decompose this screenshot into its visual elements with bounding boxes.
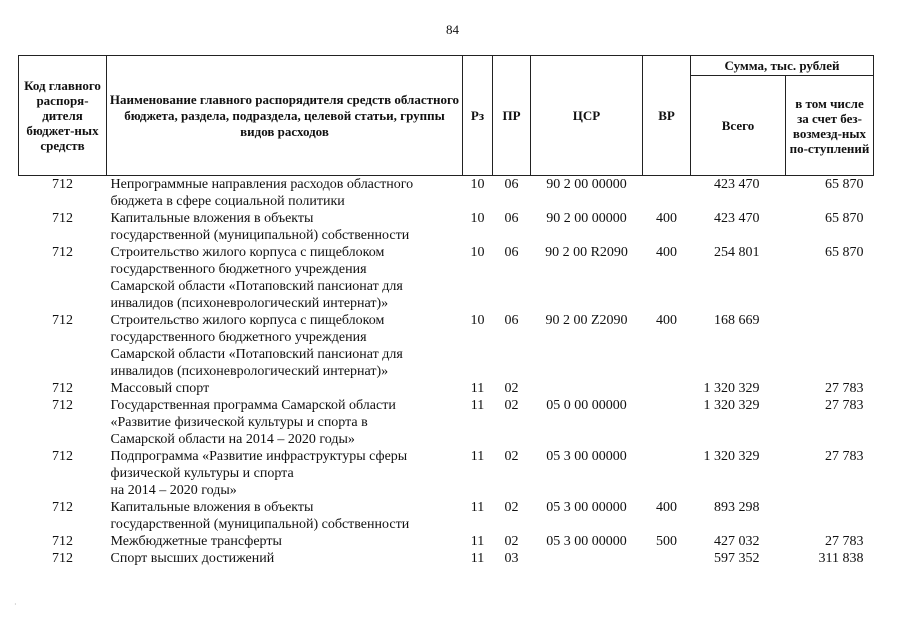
code-cell: 712 xyxy=(52,381,73,396)
free-cell: 65 870 xyxy=(825,177,864,192)
csr-cell: 90 2 00 R2090 xyxy=(545,245,628,260)
free-cell: 27 783 xyxy=(825,534,864,549)
vr-cell: 500 xyxy=(656,534,677,549)
header-vr: ВР xyxy=(643,56,691,176)
name-cell: Подпрограмма «Развитие инфраструктуры сферы физической культуры и спорта на 2014 – 2020 годы» xyxy=(110,449,408,498)
csr-cell: 90 2 00 00000 xyxy=(546,211,627,226)
pr-cell: 06 xyxy=(504,177,519,192)
name-cell: Спорт высших достижений xyxy=(110,551,275,566)
csr-cell xyxy=(531,380,643,397)
rz-cell: 11 xyxy=(470,500,485,515)
total-cell: 423 470 xyxy=(714,211,760,226)
scan-mark: · xyxy=(14,600,17,609)
code-cell: 712 xyxy=(52,313,73,328)
vr-cell xyxy=(643,397,691,448)
table-row xyxy=(19,312,874,380)
name-cell: Непрограммные направления расходов областного бюджета в сфере социальной политики xyxy=(110,177,414,209)
rz-cell: 11 xyxy=(470,449,485,464)
table-row xyxy=(19,176,874,211)
table-row xyxy=(19,533,874,550)
pr-cell: 02 xyxy=(504,398,519,413)
name-cell: Капитальные вложения в объекты государственной (муниципальной) собственности xyxy=(110,500,410,532)
rz-cell: 10 xyxy=(470,177,485,192)
csr-cell: 90 2 00 Z2090 xyxy=(545,313,628,328)
pr-cell: 06 xyxy=(504,211,519,226)
header-code: Код главного распоря-дителя бюджет-ных средств xyxy=(19,56,107,176)
name-cell: Капитальные вложения в объекты государственной (муниципальной) собственности xyxy=(110,211,410,243)
free-cell xyxy=(786,312,874,380)
free-cell: 27 783 xyxy=(825,449,864,464)
rz-cell: 10 xyxy=(470,211,485,226)
header-rz: Рз xyxy=(463,56,493,176)
total-cell: 254 801 xyxy=(714,245,760,260)
table-row xyxy=(19,210,874,244)
vr-cell: 400 xyxy=(656,245,677,260)
free-cell: 27 783 xyxy=(825,381,864,396)
budget-table xyxy=(18,55,874,567)
rz-cell: 11 xyxy=(470,381,485,396)
csr-cell: 05 3 00 00000 xyxy=(546,449,627,464)
vr-cell: 400 xyxy=(656,313,677,328)
pr-cell: 06 xyxy=(504,245,519,260)
csr-cell: 05 3 00 00000 xyxy=(546,534,627,549)
rz-cell: 11 xyxy=(470,551,485,566)
code-cell: 712 xyxy=(52,211,73,226)
code-cell: 712 xyxy=(52,177,73,192)
table-row xyxy=(19,550,874,567)
pr-cell: 02 xyxy=(504,500,519,515)
csr-cell xyxy=(531,550,643,567)
rz-cell: 10 xyxy=(470,313,485,328)
name-cell: Массовый спорт xyxy=(110,381,210,396)
header-pr: ПР xyxy=(493,56,531,176)
name-cell: Межбюджетные трансферты xyxy=(110,534,282,549)
free-cell: 311 838 xyxy=(818,551,864,566)
vr-cell xyxy=(643,380,691,397)
header-free: в том числе за счет без-возмезд-ных по-ступлений xyxy=(786,76,874,176)
csr-cell: 05 0 00 00000 xyxy=(546,398,627,413)
total-cell: 168 669 xyxy=(714,313,760,328)
total-cell: 1 320 329 xyxy=(703,449,760,464)
code-cell: 712 xyxy=(52,534,73,549)
header-total: Всего xyxy=(691,76,786,176)
header-csr: ЦСР xyxy=(531,56,643,176)
code-cell: 712 xyxy=(52,245,73,260)
code-cell: 712 xyxy=(52,398,73,413)
header-sum: Сумма, тыс. рублей xyxy=(691,56,874,76)
vr-cell xyxy=(643,176,691,211)
table-row xyxy=(19,244,874,312)
table-row xyxy=(19,380,874,397)
code-cell: 712 xyxy=(52,551,73,566)
code-cell: 712 xyxy=(52,500,73,515)
total-cell: 423 470 xyxy=(714,177,760,192)
free-cell xyxy=(786,499,874,533)
page-number: 84 xyxy=(446,22,459,37)
table-body xyxy=(19,176,874,568)
pr-cell: 02 xyxy=(504,381,519,396)
header-name: Наименование главного распорядителя средств областного бюджета, раздела, подраздела, целевой статьи, группы видов расходов xyxy=(107,56,463,176)
vr-cell: 400 xyxy=(656,500,677,515)
rz-cell: 11 xyxy=(470,534,485,549)
table-row xyxy=(19,397,874,448)
rz-cell: 10 xyxy=(470,245,485,260)
pr-cell: 02 xyxy=(504,449,519,464)
name-cell: Государственная программа Самарской области «Развитие физической культуры и спорта в Самарской области на 2014 – 2020 годы» xyxy=(110,398,396,447)
total-cell: 893 298 xyxy=(714,500,760,515)
rz-cell: 11 xyxy=(470,398,485,413)
vr-cell: 400 xyxy=(656,211,677,226)
free-cell: 27 783 xyxy=(825,398,864,413)
table-row xyxy=(19,499,874,533)
free-cell: 65 870 xyxy=(825,245,864,260)
vr-cell xyxy=(643,448,691,499)
total-cell: 1 320 329 xyxy=(703,398,760,413)
table-header xyxy=(19,56,874,176)
csr-cell: 90 2 00 00000 xyxy=(546,177,627,192)
pr-cell: 03 xyxy=(504,551,519,566)
name-cell: Строительство жилого корпуса с пищеблоком государственного бюджетного учреждения Самарской области «Потаповский пансионат для инвалидов (психоневрологический интернат)» xyxy=(110,245,403,311)
csr-cell: 05 3 00 00000 xyxy=(546,500,627,515)
table-row xyxy=(19,448,874,499)
free-cell: 65 870 xyxy=(825,211,864,226)
total-cell: 597 352 xyxy=(714,551,760,566)
code-cell: 712 xyxy=(52,449,73,464)
pr-cell: 06 xyxy=(504,313,519,328)
total-cell: 1 320 329 xyxy=(703,381,760,396)
total-cell: 427 032 xyxy=(714,534,760,549)
vr-cell xyxy=(643,550,691,567)
pr-cell: 02 xyxy=(504,534,519,549)
name-cell: Строительство жилого корпуса с пищеблоком государственного бюджетного учреждения Самарской области «Потаповский пансионат для инвалидов (психоневрологический интернат)» xyxy=(110,313,403,379)
